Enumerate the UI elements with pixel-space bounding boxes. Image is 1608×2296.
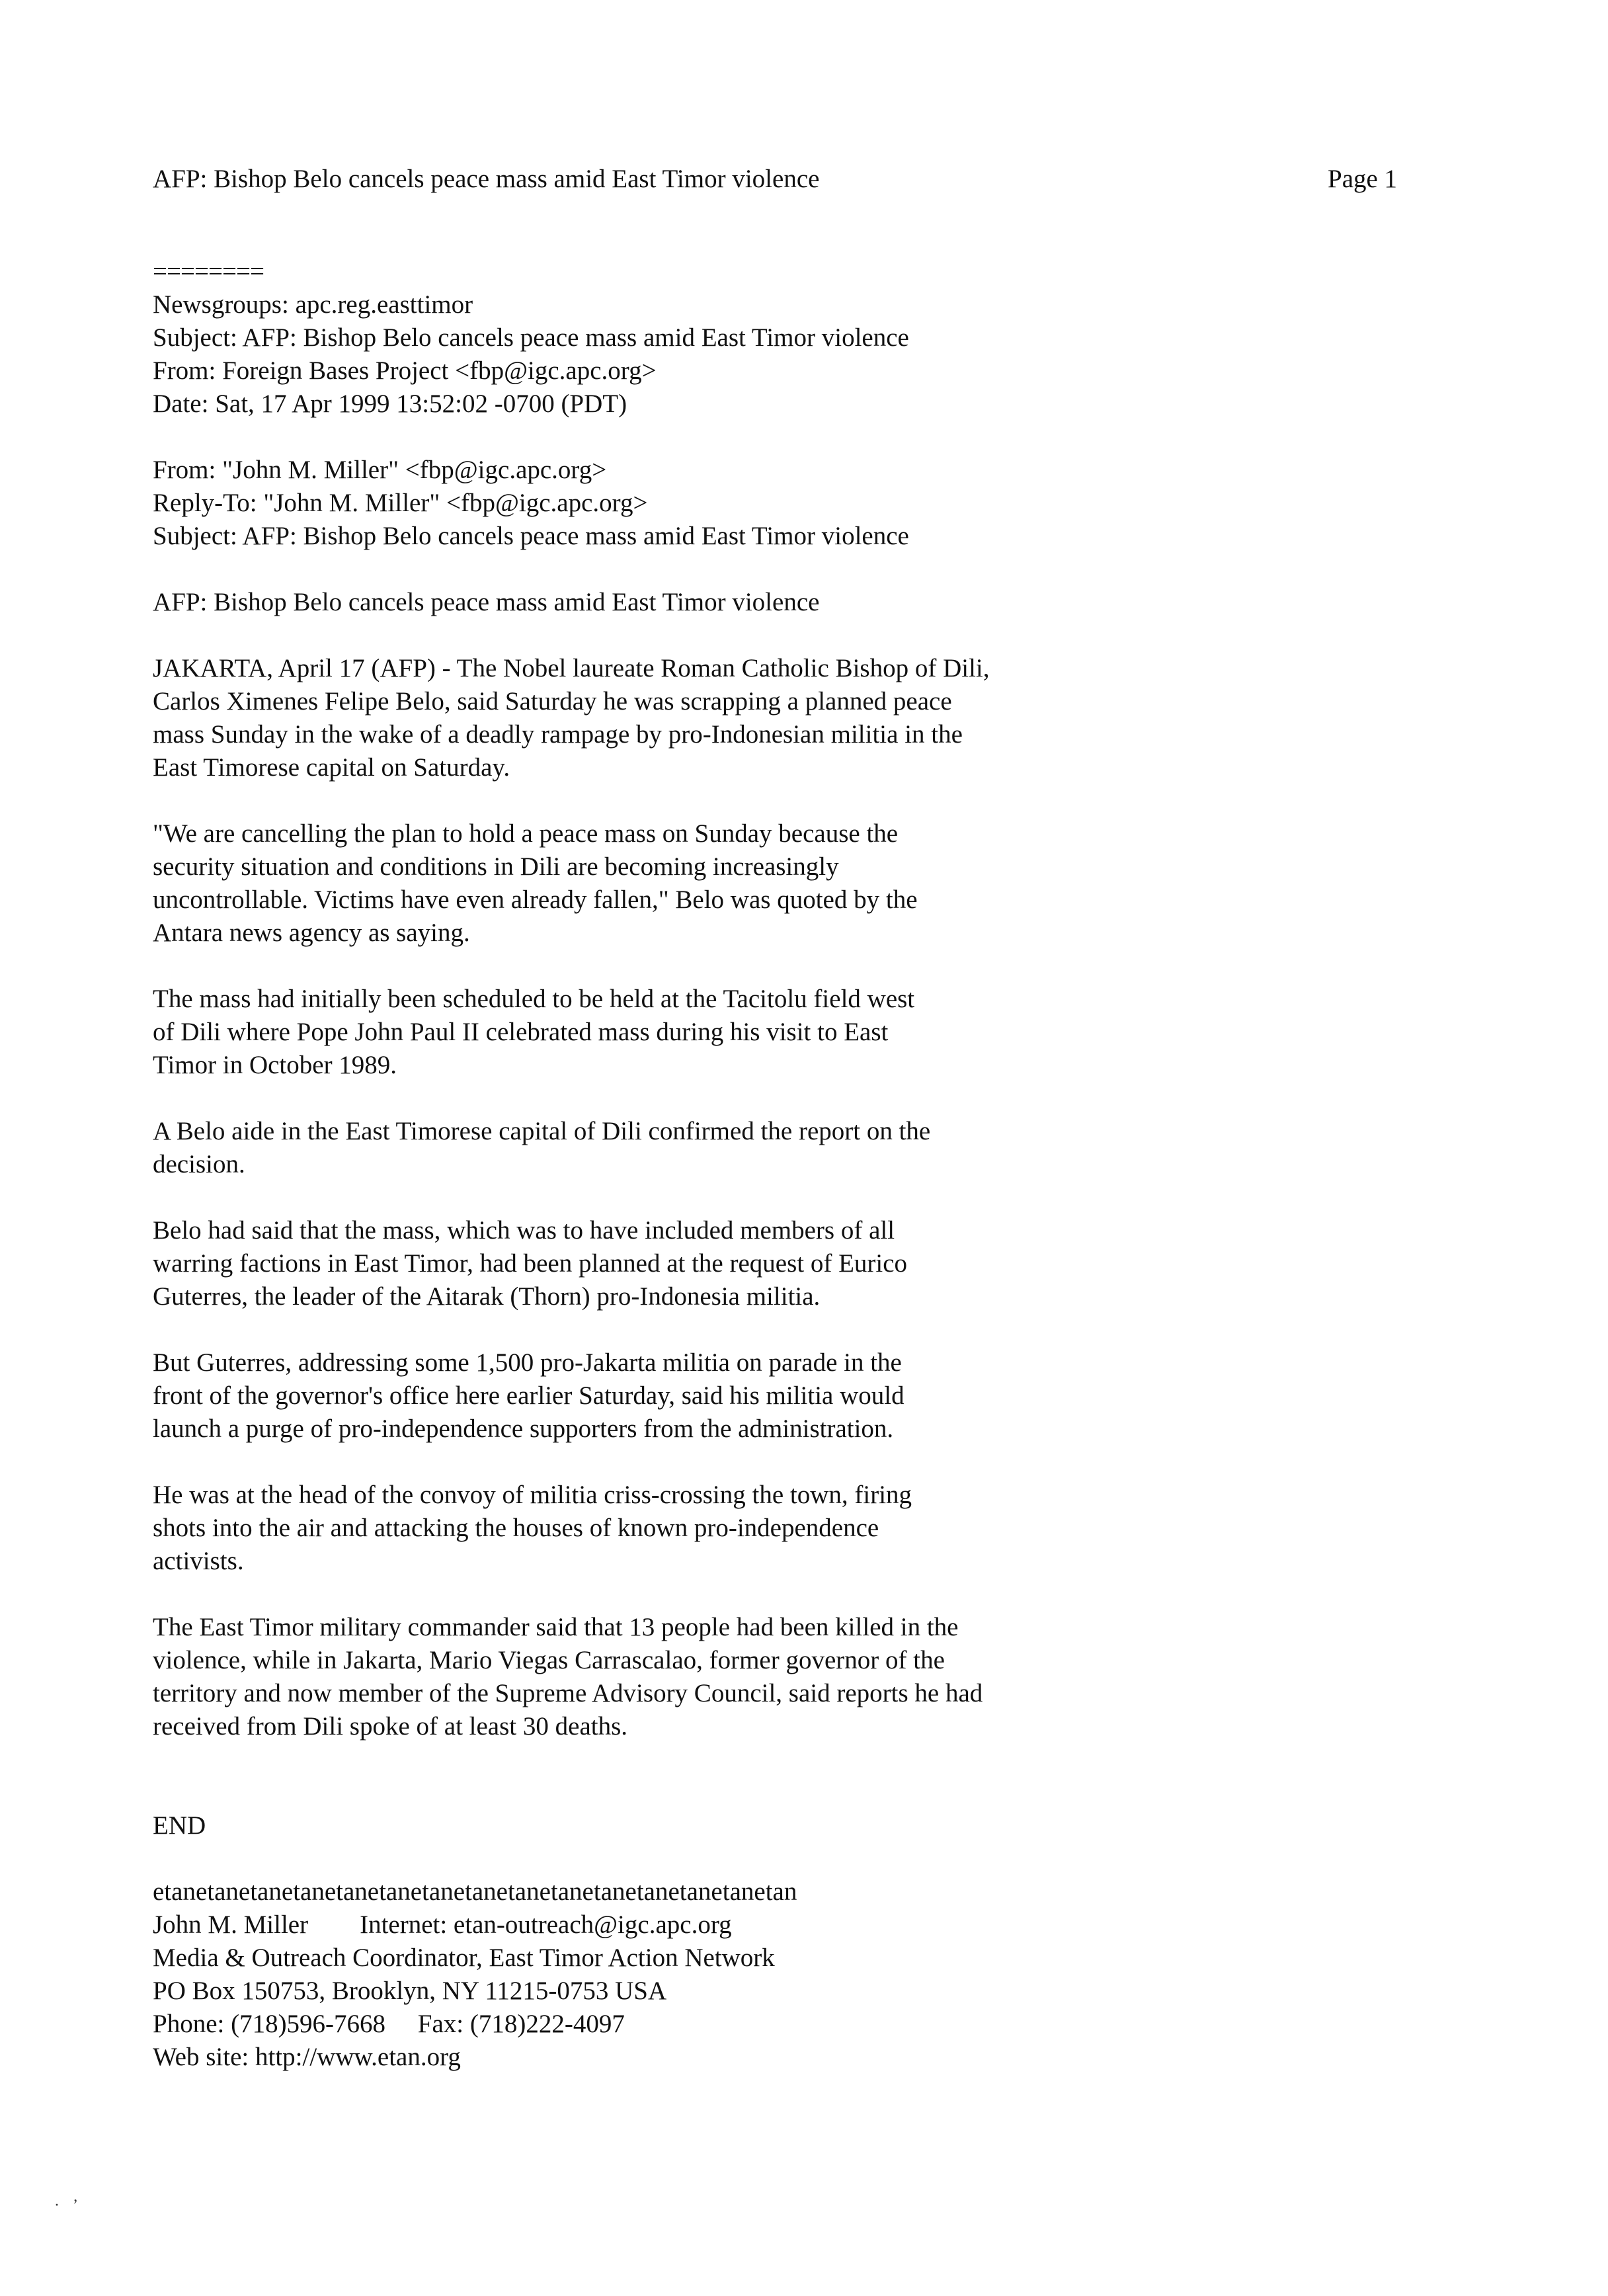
signature-block (153, 1875, 1409, 2074)
mail-header-reply-to: Reply-To: "John M. Miller" <fbp@igc.apc.org> (153, 489, 648, 517)
article-paragraph (153, 817, 1409, 950)
signature-address: PO Box 150753, Brooklyn, NY 11215-0753 USA (153, 1977, 667, 2005)
paragraph-line: security situation and conditions in Dili are becoming increasingly (153, 852, 839, 881)
article-paragraph (153, 983, 1409, 1082)
mail-headers (153, 454, 1409, 553)
paragraph-line: warring factions in East Timor, had been planned at the request of Eurico (153, 1249, 908, 1278)
article-paragraph (153, 1611, 1409, 1743)
paragraph-line: violence, while in Jakarta, Mario Viegas Carrascalao, former governor of the (153, 1646, 945, 1674)
header-newsgroups: Newsgroups: apc.reg.easttimor (153, 290, 473, 319)
paragraph-line: received from Dili spoke of at least 30 deaths. (153, 1712, 628, 1741)
paragraph-line: Carlos Ximenes Felipe Belo, said Saturday he was scrapping a planned peace (153, 687, 952, 716)
paragraph-line: decision. (153, 1150, 245, 1178)
paragraph-line: territory and now member of the Supreme Advisory Council, said reports he had (153, 1679, 983, 1707)
paragraph-line: of Dili where Pope John Paul II celebrated mass during his visit to East (153, 1018, 889, 1046)
paragraph-line: launch a purge of pro-independence supporters from the administration. (153, 1414, 894, 1443)
signature-role: Media & Outreach Coordinator, East Timor Action Network (153, 1944, 775, 1972)
page-header-title: AFP: Bishop Belo cancels peace mass amid East Timor violence (153, 165, 820, 193)
article-paragraph (153, 1214, 1409, 1313)
usenet-headers (153, 288, 1409, 421)
paragraph-line: JAKARTA, April 17 (AFP) - The Nobel laureate Roman Catholic Bishop of Dili, (153, 654, 990, 682)
header-from: From: Foreign Bases Project <fbp@igc.apc.org> (153, 356, 657, 385)
paragraph-line: Belo had said that the mass, which was to have included members of all (153, 1216, 895, 1245)
paragraph-line: He was at the head of the convoy of militia criss-crossing the town, firing (153, 1481, 912, 1509)
header-date: Date: Sat, 17 Apr 1999 13:52:02 -0700 (PDT) (153, 390, 627, 418)
paragraph-line: The East Timor military commander said that 13 people had been killed in the (153, 1613, 959, 1641)
paragraph-line: mass Sunday in the wake of a deadly rampage by pro-Indonesian militia in the (153, 720, 963, 749)
article-paragraph (153, 1346, 1409, 1446)
mail-header-subject: Subject: AFP: Bishop Belo cancels peace mass amid East Timor violence (153, 522, 909, 550)
article-paragraph (153, 1479, 1409, 1578)
end-marker: END (153, 1811, 206, 1840)
mail-header-from: From: "John M. Miller" <fbp@igc.apc.org> (153, 456, 607, 484)
paragraph-line: shots into the air and attacking the houses of known pro-independence (153, 1514, 879, 1542)
paragraph-line: Guterres, the leader of the Aitarak (Thorn) pro-Indonesia militia. (153, 1282, 821, 1311)
paragraph-line: activists. (153, 1547, 244, 1575)
paragraph-line: East Timorese capital on Saturday. (153, 753, 510, 782)
header-subject: Subject: AFP: Bishop Belo cancels peace mass amid East Timor violence (153, 323, 909, 352)
paragraph-line: But Guterres, addressing some 1,500 pro-Jakarta militia on parade in the (153, 1348, 902, 1377)
signature-banner: etanetanetanetanetanetanetanetanetanetanetanetanetanetanetan (153, 1877, 797, 1906)
paragraph-line: front of the governor's office here earlier Saturday, said his militia would (153, 1381, 904, 1410)
page-number: Page 1 (1328, 165, 1398, 193)
article-paragraph (153, 652, 1409, 784)
signature-website: Web site: http://www.etan.org (153, 2043, 461, 2071)
paragraph-line: "We are cancelling the plan to hold a peace mass on Sunday because the (153, 819, 899, 848)
article-paragraph (153, 1115, 1409, 1181)
paragraph-line: Antara news agency as saying. (153, 919, 470, 947)
paragraph-line: uncontrollable. Victims have even already fallen," Belo was quoted by the (153, 885, 918, 914)
scan-speck-mark: ·’ (54, 2197, 91, 2214)
signature-name-email: John M. Miller Internet: etan-outreach@igc.apc.org (153, 1910, 732, 1939)
article-title: AFP: Bishop Belo cancels peace mass amid East Timor violence (153, 588, 820, 616)
separator-line: ======== (153, 257, 264, 286)
message-body (153, 255, 1409, 2074)
signature-phone-fax: Phone: (718)596-7668 Fax: (718)222-4097 (153, 2010, 625, 2038)
paragraph-line: Timor in October 1989. (153, 1051, 397, 1079)
paragraph-line: A Belo aide in the East Timorese capital of Dili confirmed the report on the (153, 1117, 931, 1145)
paragraph-line: The mass had initially been scheduled to be held at the Tacitolu field west (153, 985, 915, 1013)
